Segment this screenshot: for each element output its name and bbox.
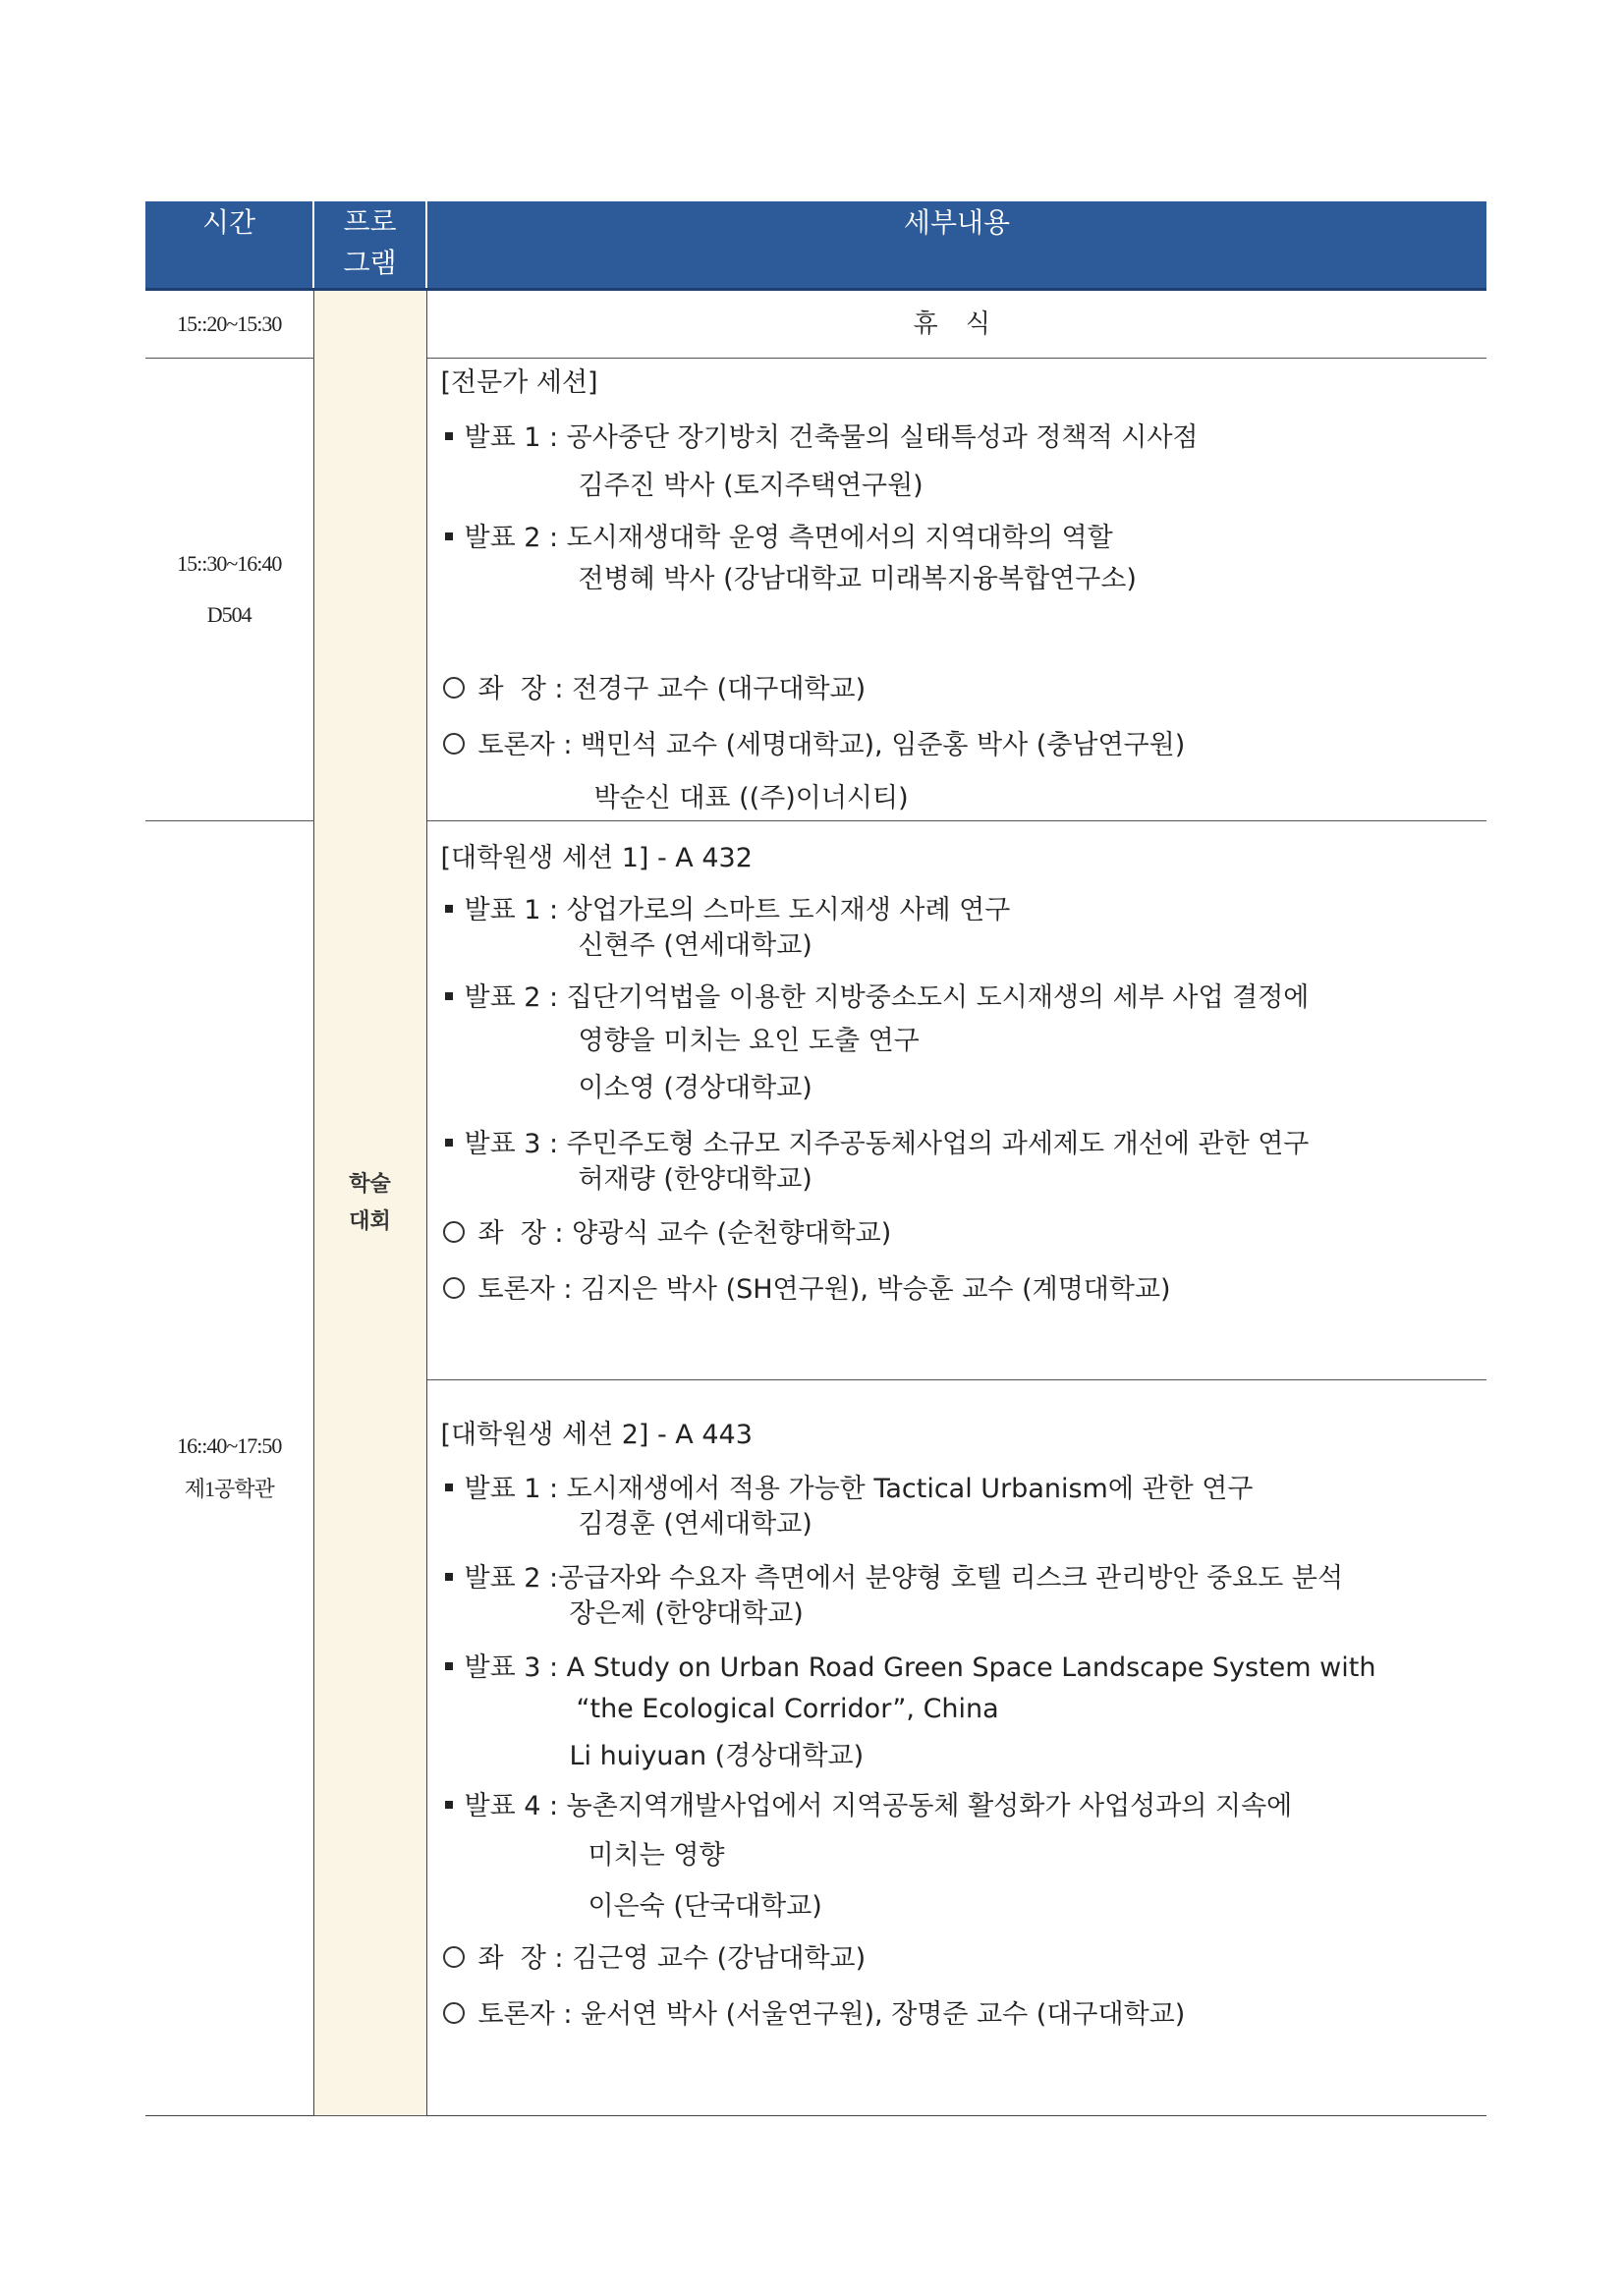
g2-discussant: 토론자 : 윤서연 박사 (서울연구원), 장명준 교수 (대구대학교) (441, 1990, 1487, 2039)
g2-talk1-speaker: 김경훈 (연세대학교) (578, 1509, 812, 1540)
expert-time: 15::30~16:40 (177, 551, 282, 576)
expert-session-title: [전문가 세션] (440, 367, 598, 398)
expert-talk1-speaker: 김주진 박사 (토지주택연구원) (578, 471, 924, 501)
expert-discussant: 토론자 : 백민석 교수 (세명대학교), 임준홍 박사 (충남연구원) (441, 721, 1487, 769)
circle-icon (443, 2002, 465, 2024)
bullet-icon (445, 1484, 453, 1491)
circle-icon (443, 1221, 465, 1243)
circle-icon (443, 1277, 465, 1299)
bullet-icon (445, 532, 453, 540)
g1-talk2: 발표 2 : 집단기억법을 이용한 지방중소도시 도시재생의 세부 사업 결정에 (441, 974, 1487, 1022)
expert-talk1 (441, 414, 1487, 462)
circle-icon (443, 1946, 465, 1968)
g1-talk1: 발표 1 : 상업가로의 스마트 도시재생 사례 연구 (441, 886, 1487, 934)
expert-talk2-label: 발표 2 : 도시재생대학 운영 측면에서의 지역대학의 역할 (464, 523, 1113, 553)
program-label-line2: 대회 (349, 1208, 391, 1234)
g2-talk3: 발표 3 : A Study on Urban Road Green Space Landscape System with (441, 1644, 1487, 1692)
g2-talk1: 발표 1 : 도시재생에서 적용 가능한 Tactical Urbanism에 관한 연구 (441, 1465, 1487, 1513)
g1-talk2-speaker: 이소영 (경상대학교) (578, 1073, 812, 1103)
bullet-icon (445, 1573, 453, 1581)
program-cell (313, 290, 426, 2116)
break-row (145, 290, 1486, 359)
g1-talk1-speaker: 신현주 (연세대학교) (578, 930, 812, 961)
g2-talk4-speaker: 이은숙 (단국대학교) (588, 1891, 822, 1922)
grad-time: 16::40~17:50 (177, 1433, 282, 1458)
g2-talk3-speaker: Li huiyuan (경상대학교) (569, 1741, 865, 1771)
program-label-line1: 학술 (349, 1171, 391, 1197)
bullet-icon (445, 992, 453, 1000)
expert-discussant-cont: 박순신 대표 ((주)이너시티) (593, 783, 909, 813)
header-program-line2: 그램 (343, 247, 397, 279)
g2-talk2: 발표 2 :공급자와 수요자 측면에서 분양형 호텔 리스크 관리방안 중요도 분석 (441, 1554, 1487, 1602)
grad-session2-content (426, 1380, 1486, 2116)
expert-talk1-label: 발표 1 : 공사중단 장기방치 건축물의 실태특성과 정책적 시사점 (464, 422, 1199, 453)
grad-session2-title: [대학원생 세션 2] - A 443 (440, 1420, 753, 1450)
header-row (145, 201, 1486, 290)
break-text: 휴 식 (426, 290, 1486, 359)
header-program (313, 201, 426, 290)
break-time: 15::20~15:30 (145, 290, 313, 359)
bullet-icon (445, 432, 453, 440)
expert-talk2-speaker: 전병혜 박사 (강남대학교 미래복지융복합연구소) (578, 564, 1137, 594)
header-program-line1: 프로 (343, 205, 397, 238)
bullet-icon (445, 1139, 453, 1147)
g2-talk4: 발표 4 : 농촌지역개발사업에서 지역공동체 활성화가 사업성과의 지속에 (441, 1782, 1487, 1830)
g2-chair: 좌 장 : 김근영 교수 (강남대학교) (441, 1934, 1487, 1983)
bullet-icon (445, 1801, 453, 1809)
g1-talk3-speaker: 허재량 (한양대학교) (578, 1164, 812, 1195)
expert-talk2 (441, 518, 1487, 559)
g2-talk2-speaker: 장은제 (한양대학교) (569, 1598, 804, 1629)
g2-talk3-cont: “the Ecological Corridor”, China (576, 1694, 999, 1724)
g1-talk3: 발표 3 : 주민주도형 소규모 지주공동체사업의 과세제도 개선에 관한 연구 (441, 1120, 1487, 1168)
grad-session1-title: [대학원생 세션 1] - A 432 (440, 843, 753, 873)
g2-talk4-cont: 미치는 영향 (588, 1840, 725, 1871)
expert-session-content (426, 359, 1486, 821)
expert-time-cell (145, 359, 313, 821)
expert-chair: 좌 장 : 전경구 교수 (대구대학교) (441, 665, 1487, 713)
bullet-icon (445, 905, 453, 913)
schedule-table (145, 201, 1486, 2116)
header-details: 세부내용 (426, 201, 1486, 290)
g1-discussant: 토론자 : 김지은 박사 (SH연구원), 박승훈 교수 (계명대학교) (441, 1265, 1487, 1314)
bullet-icon (445, 1662, 453, 1670)
g1-talk2-cont: 영향을 미치는 요인 도출 연구 (578, 1026, 920, 1056)
circle-icon (443, 677, 465, 699)
grad-session1-content (426, 821, 1486, 1380)
g1-chair: 좌 장 : 양광식 교수 (순천향대학교) (441, 1209, 1487, 1258)
grad-room: 제1공학관 (184, 1477, 274, 1501)
circle-icon (443, 733, 465, 755)
grad-time-cell (145, 821, 313, 2116)
header-time: 시간 (145, 201, 313, 290)
expert-room: D504 (206, 602, 252, 627)
